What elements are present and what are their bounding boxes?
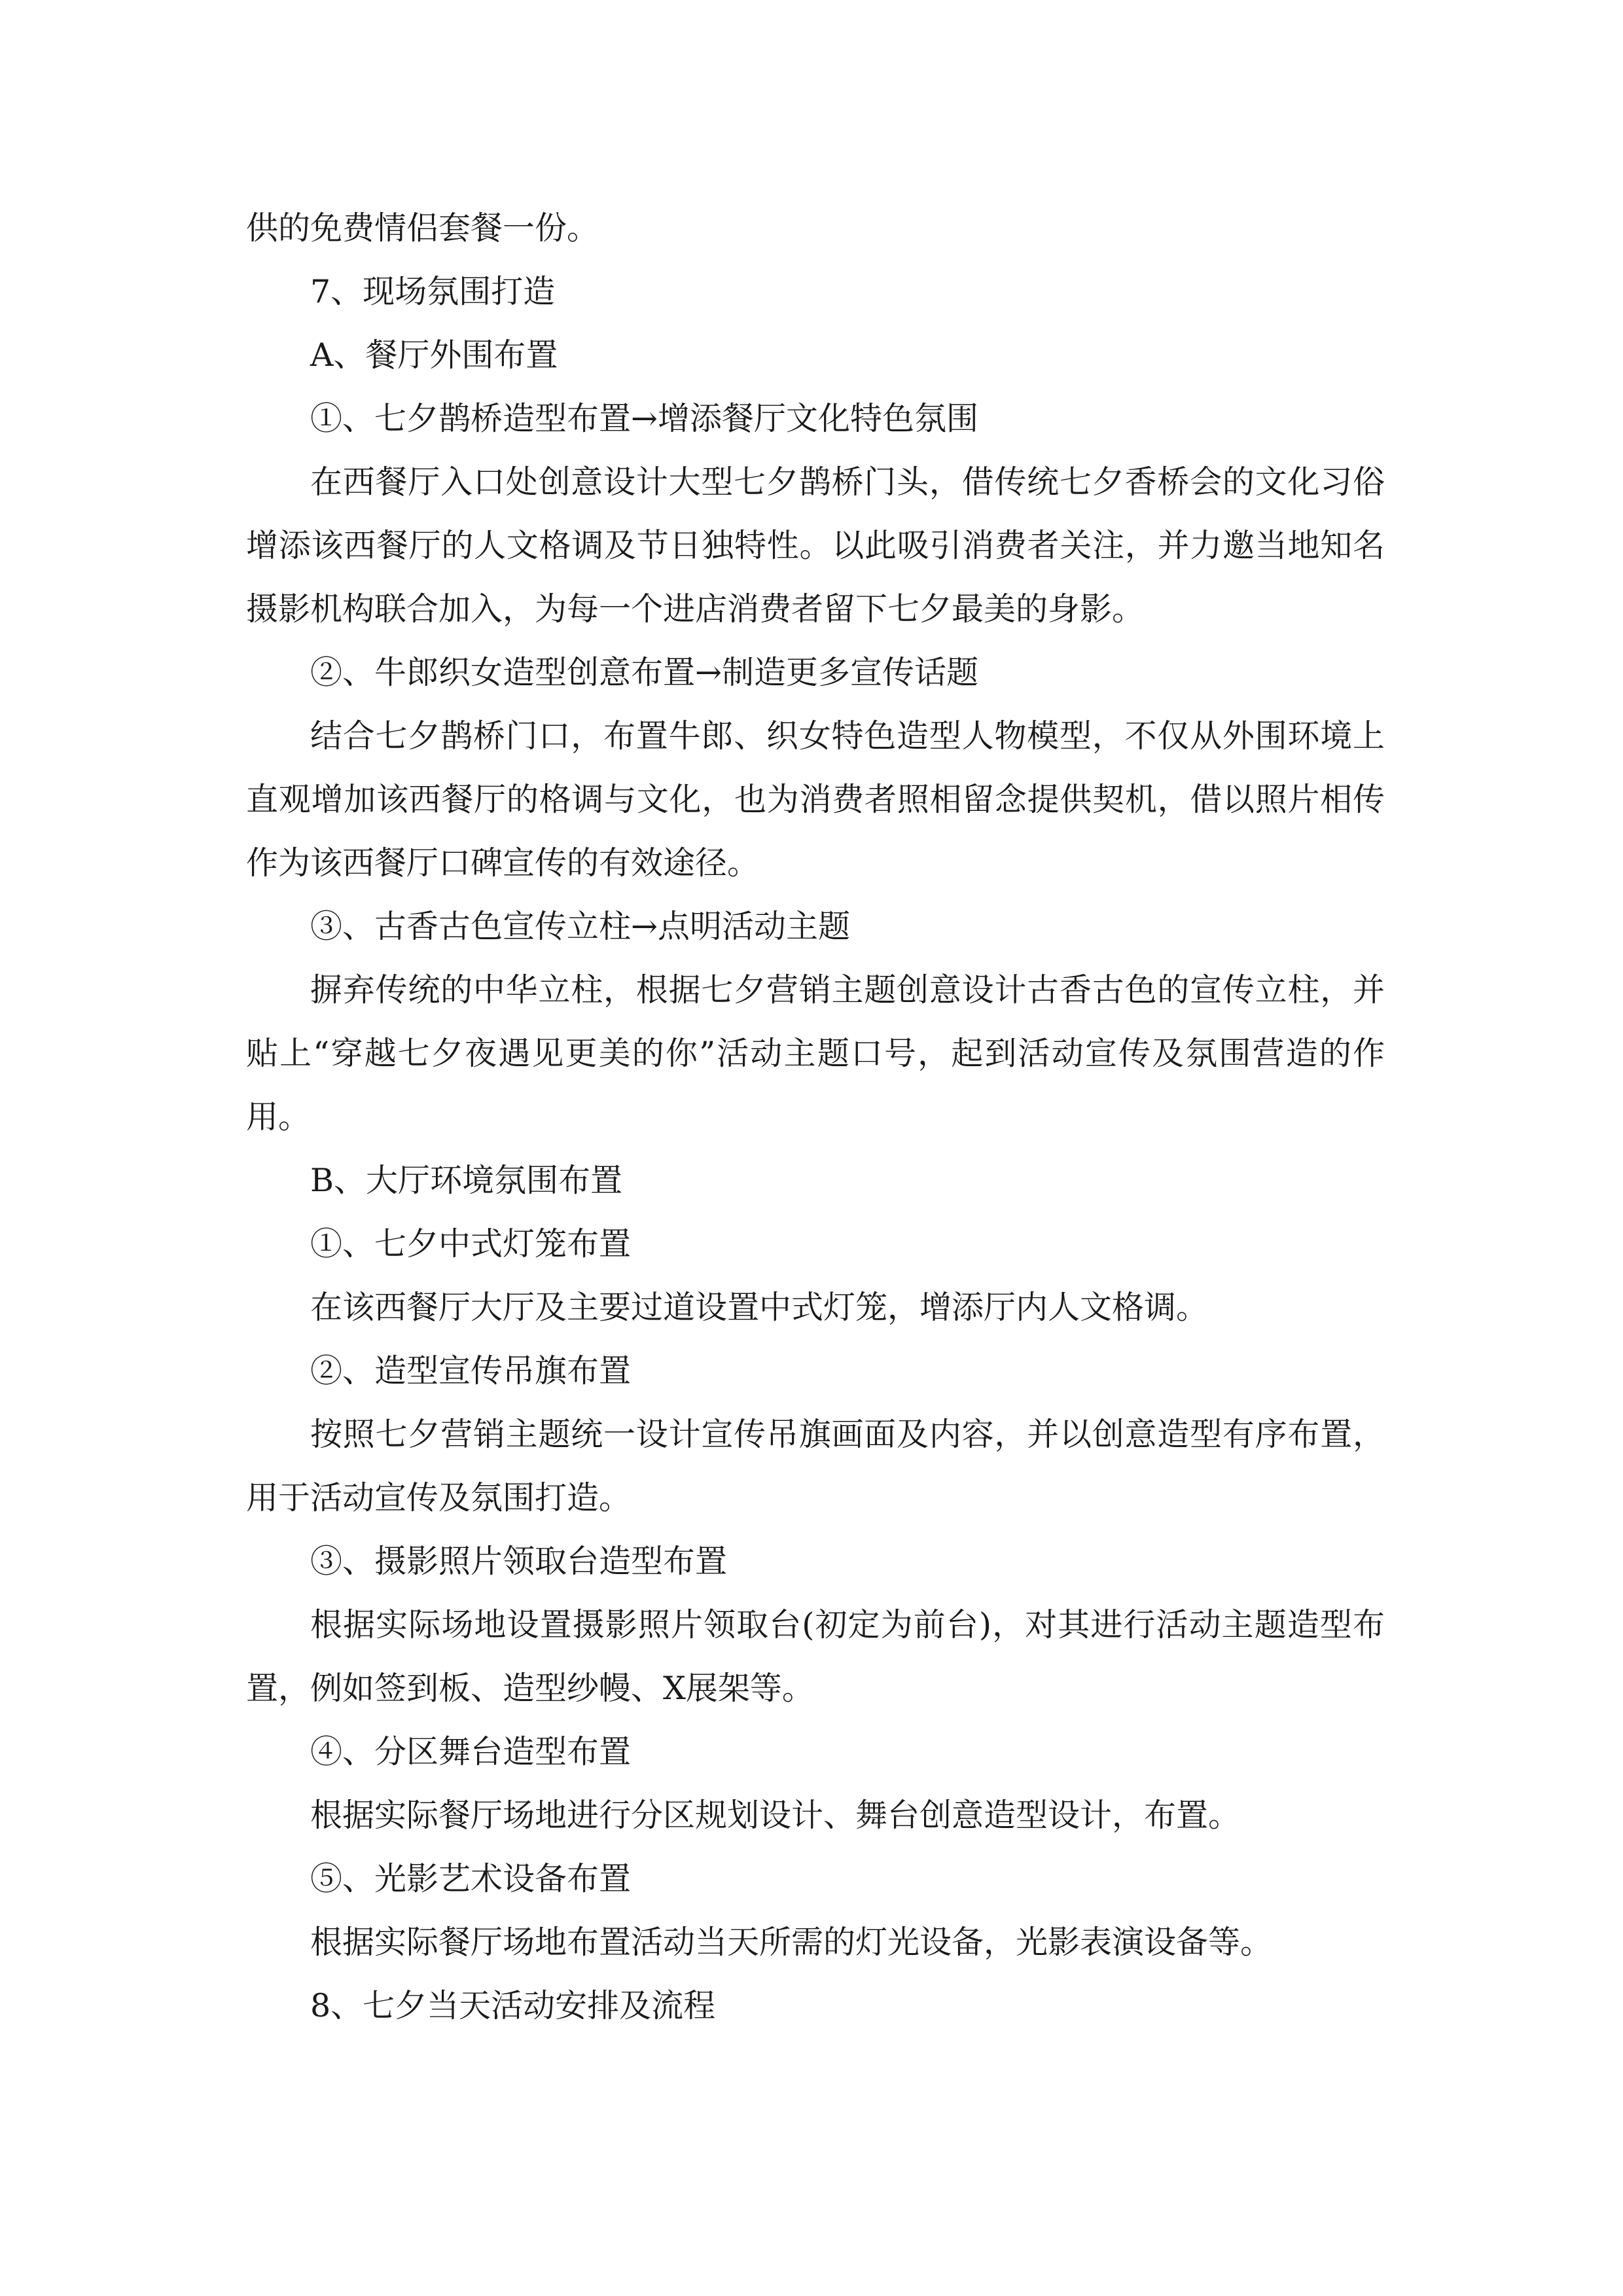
paragraph-b2: 按照七夕营销主题统一设计宣传吊旗画面及内容，并以创意造型有序布置，用于活动宣传及氛围打造。 [246,1416,1385,1516]
item-heading-a1: ①、七夕鹊桥造型布置→增添餐厅文化特色氛围 [310,400,979,437]
section-heading-8: 8、七夕当天活动安排及流程 [310,1987,716,2024]
item-heading-b5: ⑤、光影艺术设备布置 [310,1860,632,1897]
paragraph-continuation: 供的免费情侣套餐一份。 [246,209,599,247]
paragraph-a3: 摒弃传统的中华立柱，根据七夕营销主题创意设计古香古色的宣传立柱，并贴上“穿越七夕夜遇见更美的你”活动主题口号，起到活动宣传及氛围营造的作用。 [246,971,1385,1136]
paragraph-b3: 根据实际场地设置摄影照片领取台(初定为前台)，对其进行活动主题造型布置，例如签到板、造型纱幔、X展架等。 [246,1606,1385,1707]
item-heading-b4: ④、分区舞台造型布置 [310,1733,632,1770]
item-heading-a2: ②、牛郎织女造型创意布置→制造更多宣传话题 [310,654,979,691]
paragraph-b5: 根据实际餐厅场地布置活动当天所需的灯光设备，光影表演设备等。 [310,1924,1273,1961]
section-heading-7: 7、现场氛围打造 [310,273,556,310]
subsection-heading-b: B、大厅环境氛围布置 [310,1162,623,1199]
paragraph-b4: 根据实际餐厅场地进行分区规划设计、舞台创意造型设计，布置。 [310,1797,1241,1834]
item-heading-b3: ③、摄影照片领取台造型布置 [310,1543,728,1580]
document-body [246,196,1385,2037]
item-heading-a3: ③、古香古色宣传立柱→点明活动主题 [310,908,851,945]
paragraph-a1: 在西餐厅入口处创意设计大型七夕鹊桥门头，借传统七夕香桥会的文化习俗增添该西餐厅的人文格调及节日独特性。以此吸引消费者关注，并力邀当地知名摄影机构联合加入，为每一个进店消费者留下七夕最美的身影。 [246,463,1385,628]
subsection-heading-a: A、餐厅外围布置 [310,336,558,374]
paragraph-b1: 在该西餐厅大厅及主要过道设置中式灯笼，增添厅内人文格调。 [310,1289,1209,1326]
paragraph-a2: 结合七夕鹊桥门口，布置牛郎、织女特色造型人物模型，不仅从外围环境上直观增加该西餐厅的格调与文化，也为消费者照相留念提供契机，借以照片相传作为该西餐厅口碑宣传的有效途径。 [246,717,1385,882]
item-heading-b2: ②、造型宣传吊旗布置 [310,1352,632,1390]
item-heading-b1: ①、七夕中式灯笼布置 [310,1225,632,1263]
